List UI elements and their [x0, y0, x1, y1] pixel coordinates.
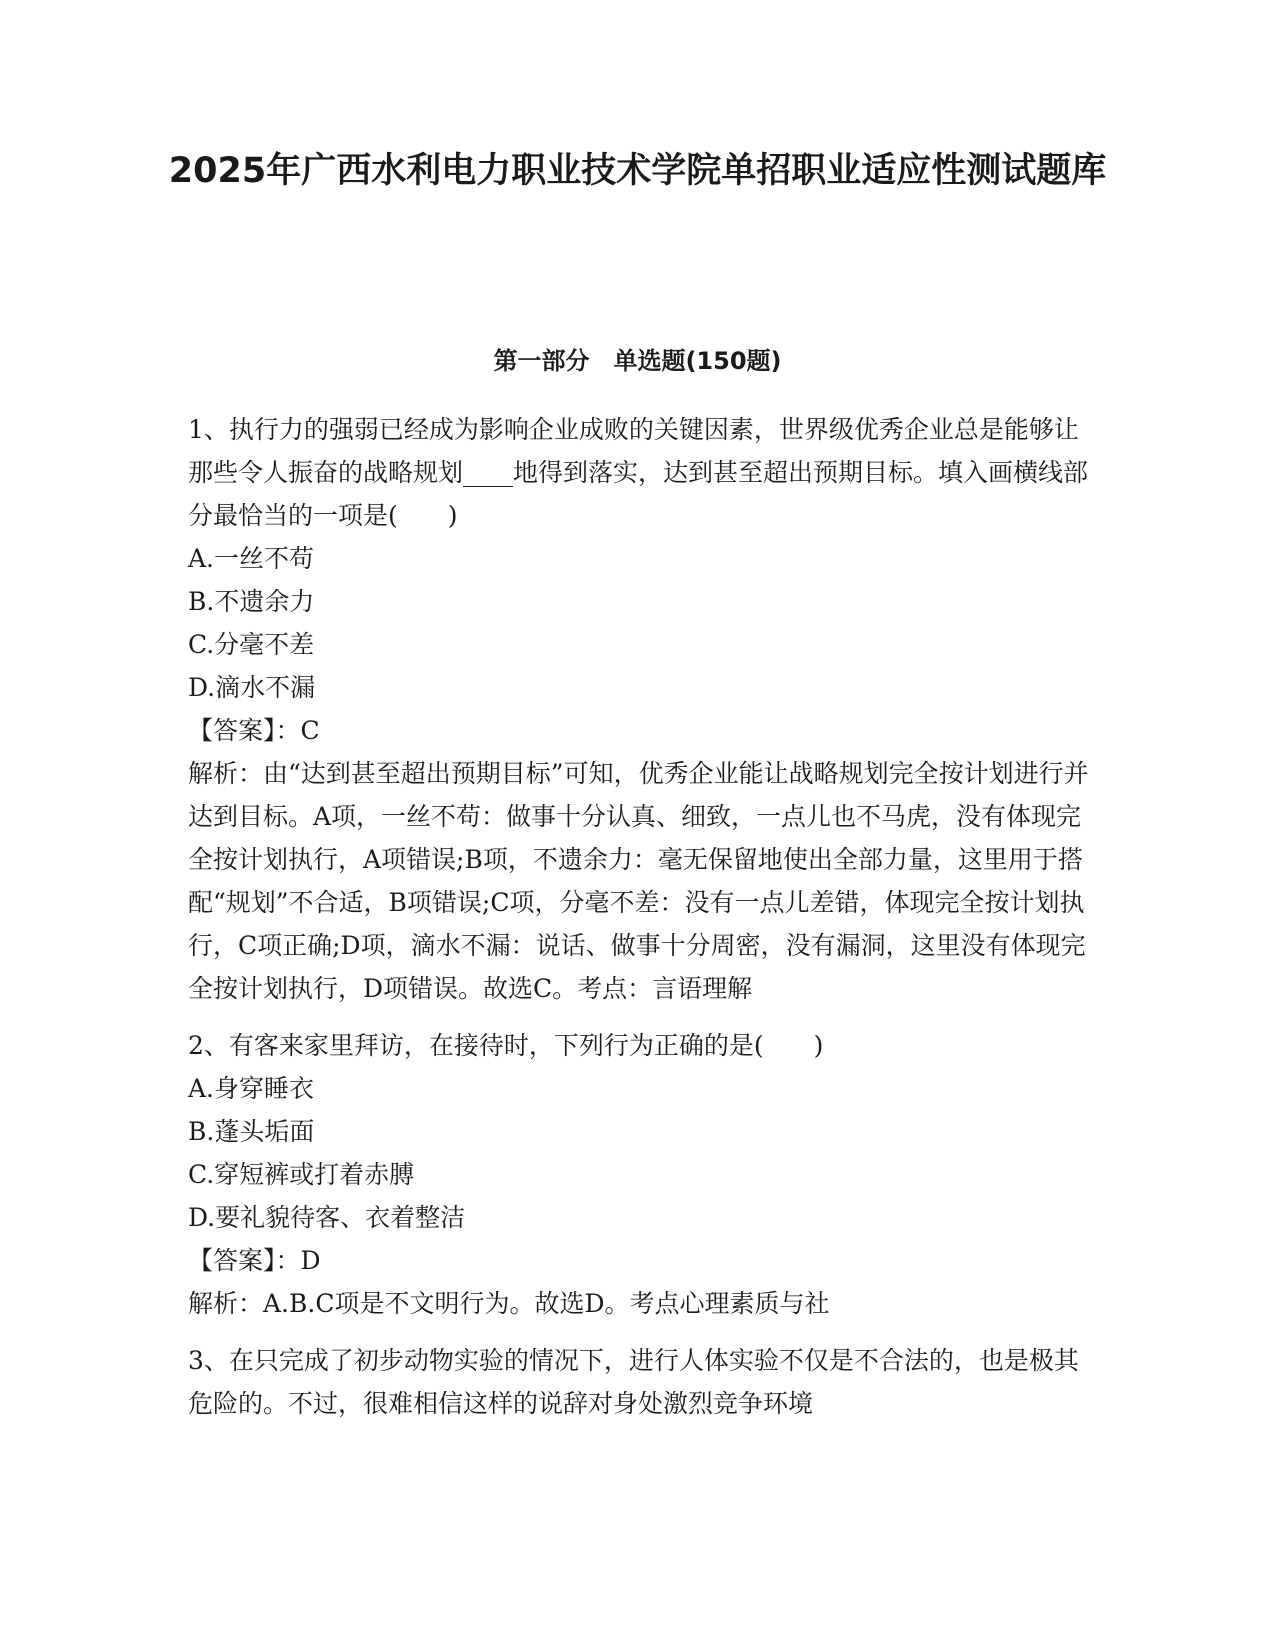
section-title: 第一部分 单选题(150题): [493, 347, 782, 375]
question-list: [188, 408, 1093, 1439]
option-c: C.分毫不差: [188, 630, 315, 659]
option-b: B.蓬头垢面: [188, 1117, 315, 1146]
question-1: [188, 408, 1093, 1010]
question-text: 2、有客来家里拜访，在接待时，下列行为正确的是( ): [188, 1031, 824, 1060]
question-text: 3、在只完成了初步动物实验的情况下，进行人体实验不仅是不合法的，也是极其危险的。不过，很难相信这样的说辞对身处激烈竞争环境: [188, 1346, 1079, 1418]
answer-line: 【答案】：C: [188, 716, 320, 745]
analysis-text: 解析：A.B.C项是不文明行为。故选D。考点心理素质与社: [188, 1289, 830, 1318]
analysis-text: 解析：由“达到甚至超出预期目标”可知，优秀企业能让战略规划完全按计划进行并达到目标。A项，一丝不苟：做事十分认真、细致，一点儿也不马虎，没有体现完全按计划执行，A项错误;B项，不遗余力：毫无保留地使出全部力量，这里用于搭配“规划”不合适，B项错误;C项，分毫不差：没有一点儿差错，体现完全按计划执行，C项正确;D项，滴水不漏：说话、做事十分周密，没有漏洞，这里没有体现完全按计划执行，D项错误。故选C。考点：言语理解: [188, 759, 1089, 1003]
option-d: D.要礼貌待客、衣着整洁: [188, 1203, 466, 1232]
question-3: [188, 1339, 1093, 1425]
option-b: B.不遗余力: [188, 587, 315, 616]
question-2: [188, 1024, 1093, 1325]
option-a: A.一丝不苟: [188, 544, 315, 573]
answer-line: 【答案】：D: [188, 1246, 321, 1275]
option-a: A.身穿睡衣: [188, 1074, 315, 1103]
document-title: 2025年广西水利电力职业技术学院单招职业适应性测试题库: [168, 151, 1107, 191]
option-c: C.穿短裤或打着赤膊: [188, 1160, 415, 1189]
option-d: D.滴水不漏: [188, 673, 316, 702]
question-text: 1、执行力的强弱已经成为影响企业成败的关键因素，世界级优秀企业总是能够让那些令人振奋的战略规划____地得到落实，达到甚至超出预期目标。填入画横线部分最恰当的一项是( ): [188, 415, 1089, 530]
